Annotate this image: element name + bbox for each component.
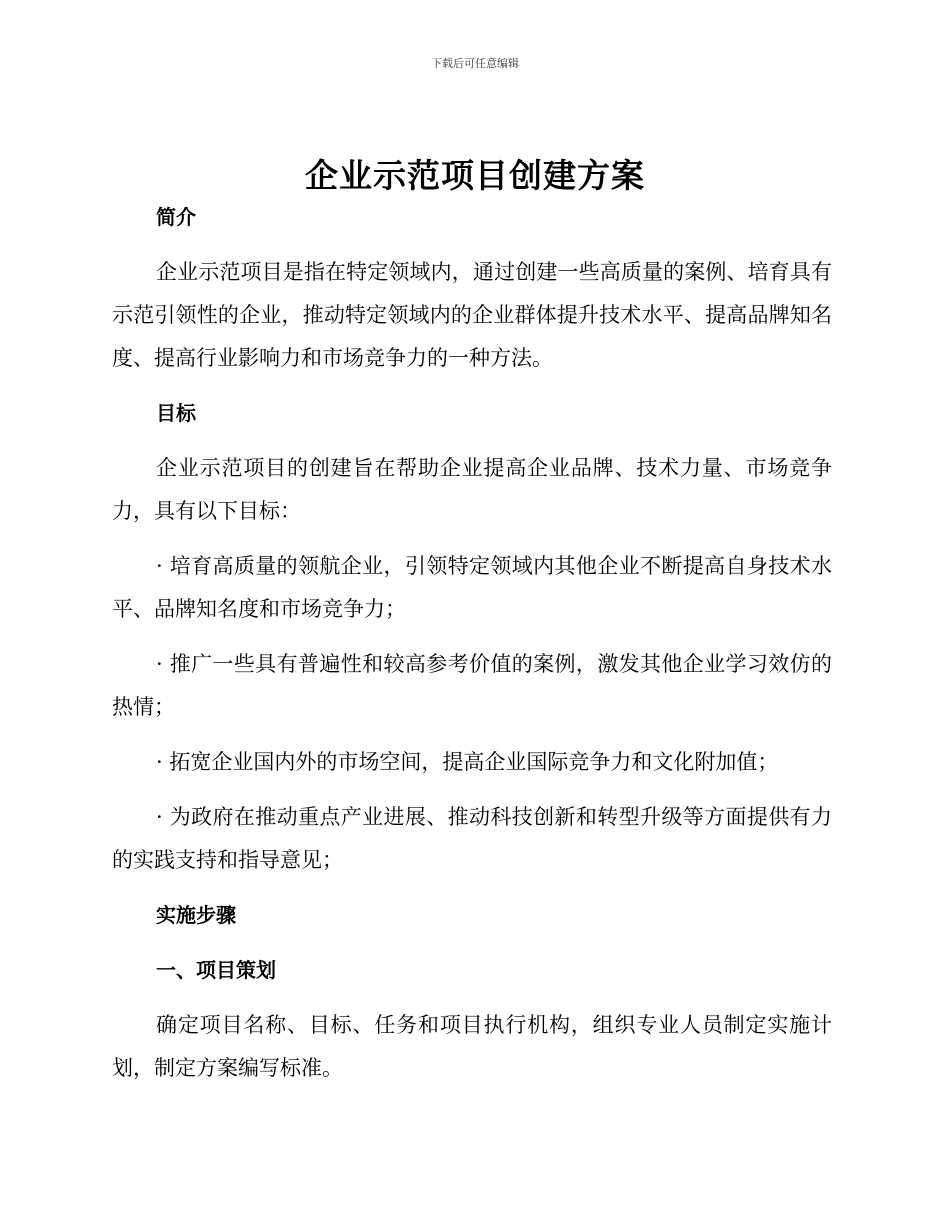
section-heading-goals: 目标 [156,401,196,425]
section-heading-intro: 简介 [156,205,196,229]
intro-paragraph: 企业示范项目是指在特定领域内，通过创建一些高质量的案例、培育具有示范引领性的企业，推动特定领域内的企业群体提升技术水平、提高品牌知名度、提高行业影响力和市场竞争力的一种方法。 [112,260,832,370]
header-note: 下载后可任意编辑 [431,57,519,70]
section-heading-steps: 实施步骤 [156,903,236,927]
goal-item: · 为政府在推动重点产业进展、推动科技创新和转型升级等方面提供有力的实践支持和指导意见； [112,805,832,872]
goals-paragraph: 企业示范项目的创建旨在帮助企业提高企业品牌、技术力量、市场竞争力，具有以下目标： [112,456,832,523]
goal-item: · 推广一些具有普遍性和较高参考价值的案例，激发其他企业学习效仿的热情； [112,652,832,719]
step-planning-paragraph: 确定项目名称、目标、任务和项目执行机构，组织专业人员制定实施计划，制定方案编写标准。 [112,1013,832,1080]
document-title: 企业示范项目创建方案 [305,156,645,195]
document-body [112,196,832,1102]
step-heading-planning: 一、项目策划 [156,958,276,982]
goal-item: · 培育高质量的领航企业，引领特定领域内其他企业不断提高自身技术水平、品牌知名度和市场竞争力； [112,554,832,621]
goal-item: · 拓宽企业国内外的市场空间，提高企业国际竞争力和文化附加值； [156,750,779,774]
